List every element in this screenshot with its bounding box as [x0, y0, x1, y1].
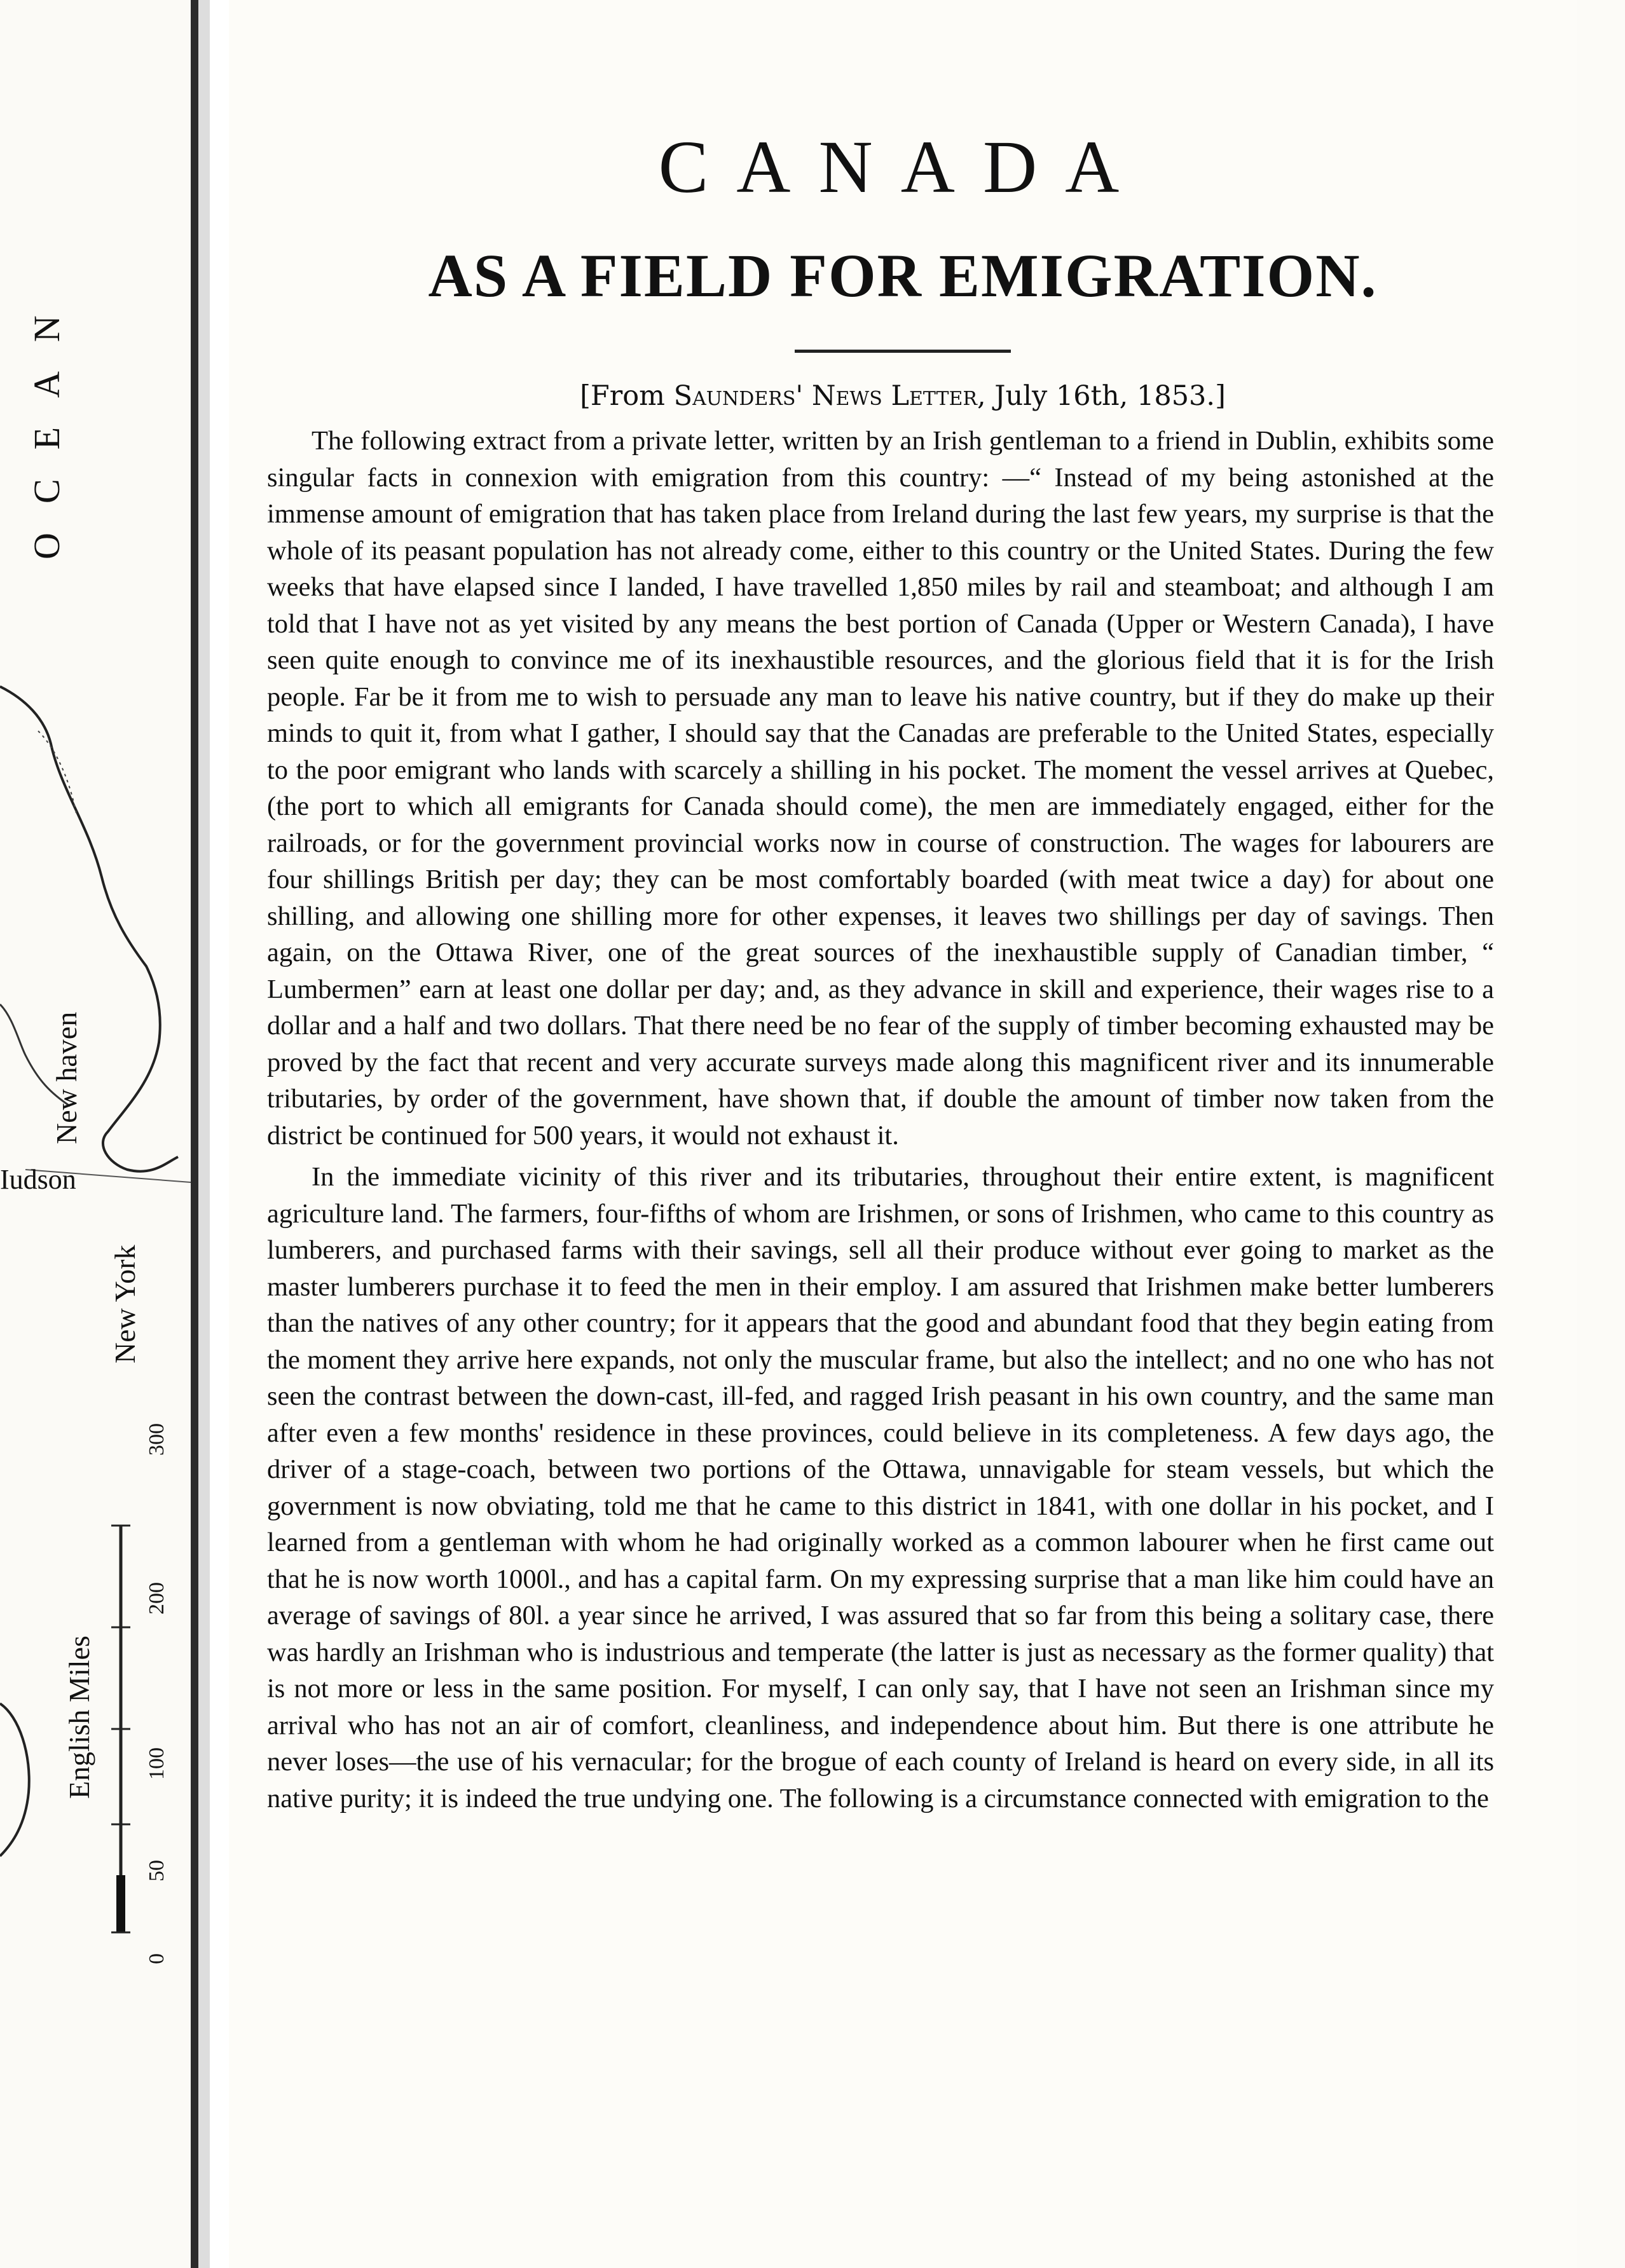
- paragraph: In the immediate vicinity of this river and its tributaries, throughout their entire extent, is magnificent agriculture land. The farmers, four-fifths of whom are Irishmen, or sons of Irishmen, who came to this country as lumberers, and purchased farms with their savings, sell all their produce without ever going to market as the master lumberers purchase it to feed the men in their employ. I am assured that Irishmen make better lumberers than the natives of any other country; for it appears that the good and abundant food that they begin eating from the moment they arrive here expands, not only the muscular frame, but also the intellect; and no one who has not seen the contrast between the down-cast, ill-fed, and ragged Irish peasant in his own country, and the same man after even a few months' residence in these provinces, could believe in its completeness. A few days ago, the driver of a stage-coach, between two portions of the Ottawa, unnavigable for steam vessels, but which the government is now obviating, told me that he came to this district in 1841, with one dollar in his pocket, and I learned from a gentleman with whom he had originally worked as a common labourer when he first came out that he is now worth 1000l., and has a capital farm. On my expressing surprise that a man like him could have an average of savings of 80l. a year since he arrived, I was assured that so far from this being a solitary case, there was hardly an Irishman who is industrious and temperate (the latter is just as necessary as the former quality) that is not more or less in the same position. For myself, I can only say, that I have not seen an Irishman since my arrival who has not an air of comfort, cleanliness, and independence about him. But there is one attribute he never loses—the use of his vernacular; for the brogue of each county of Ireland is heard on every side, in all its native purity; it is indeed the true undying one. The following is a circumstance connected with emigration to the: [267, 1162, 1494, 1814]
- scale-tick-300: 300: [145, 1423, 168, 1456]
- scale-tick-50: 50: [145, 1860, 168, 1882]
- hudson-label: Iudson: [0, 1164, 76, 1195]
- article-body: [267, 423, 1494, 1822]
- page-title: CANADA: [658, 125, 1148, 208]
- map-fragment: [0, 0, 191, 2268]
- new-haven-label: New haven: [50, 1011, 83, 1144]
- source-citation: [229, 380, 1577, 412]
- scale-tick-200: 200: [145, 1582, 168, 1615]
- binding-gutter: [191, 0, 229, 2268]
- scale-title: English Miles: [63, 1636, 95, 1799]
- page-subtitle: AS A FIELD FOR EMIGRATION.: [428, 242, 1378, 310]
- scale-tick-0: 0: [145, 1953, 168, 1964]
- scale-tick-100: 100: [145, 1747, 168, 1780]
- source-publication: Saunders' News Letter,: [673, 380, 986, 412]
- source-date: July 16th, 1853.]: [985, 380, 1226, 412]
- document-page: [229, 0, 1579, 2268]
- scan-margin: [1577, 0, 1625, 2268]
- title-divider: [795, 350, 1011, 353]
- paragraph: The following extract from a private letter, written by an Irish gentleman to a friend in Dublin, exhibits some singular facts in connexion with emigration from this country: —“ Instead of my being astonished at the immense amount of emigration that has taken place from Ireland during the last few years, my surprise is that the whole of its peasant population has not already come, either to this country or the United States. During the few weeks that have elapsed since I landed, I have travelled 1,850 miles by rail and steamboat; and although I am told that I have not as yet visited by any means the best portion of Canada (Upper or Western Canada), I have seen quite enough to convince me of its inexhaustible resources, and the glorious field that it is for the Irish people. Far be it from me to wish to persuade any man to leave his native country, but if they do make up their minds to quit it, from what I gather, I should say that the Canadas are preferable to the United States, especially to the poor emigrant who lands with scarcely a shilling in his pocket. The moment the vessel arrives at Quebec, (the port to which all emigrants for Canada should come), the men are immediately engaged, either for the railroads, or for the government provincial works now in course of construction. The wages for labourers are four shillings British per day; they can be most comfortably boarded (with meat twice a day) for about one shilling, and allowing one shilling more for other expenses, it leaves two shillings per day of savings. Then again, on the Ottawa River, one of the great sources of the inexhaustible supply of Canadian timber, “ Lumbermen” earn at least one dollar per day; and, as they advance in skill and experience, their wages rise to a dollar and a half and two dollars. That there need be no fear of the supply of timber becoming exhausted may be proved by the fact that recent and very accurate surveys made along this magnificent river and its innumerable tributaries, by order of the government, have shown that, if double the amount of timber now taken from the district be continued for 500 years, it would not exhaust it.: [267, 426, 1494, 1151]
- ocean-label: OCEAN: [26, 286, 67, 559]
- new-york-label: New York: [109, 1245, 141, 1363]
- source-prefix: [From: [580, 380, 674, 412]
